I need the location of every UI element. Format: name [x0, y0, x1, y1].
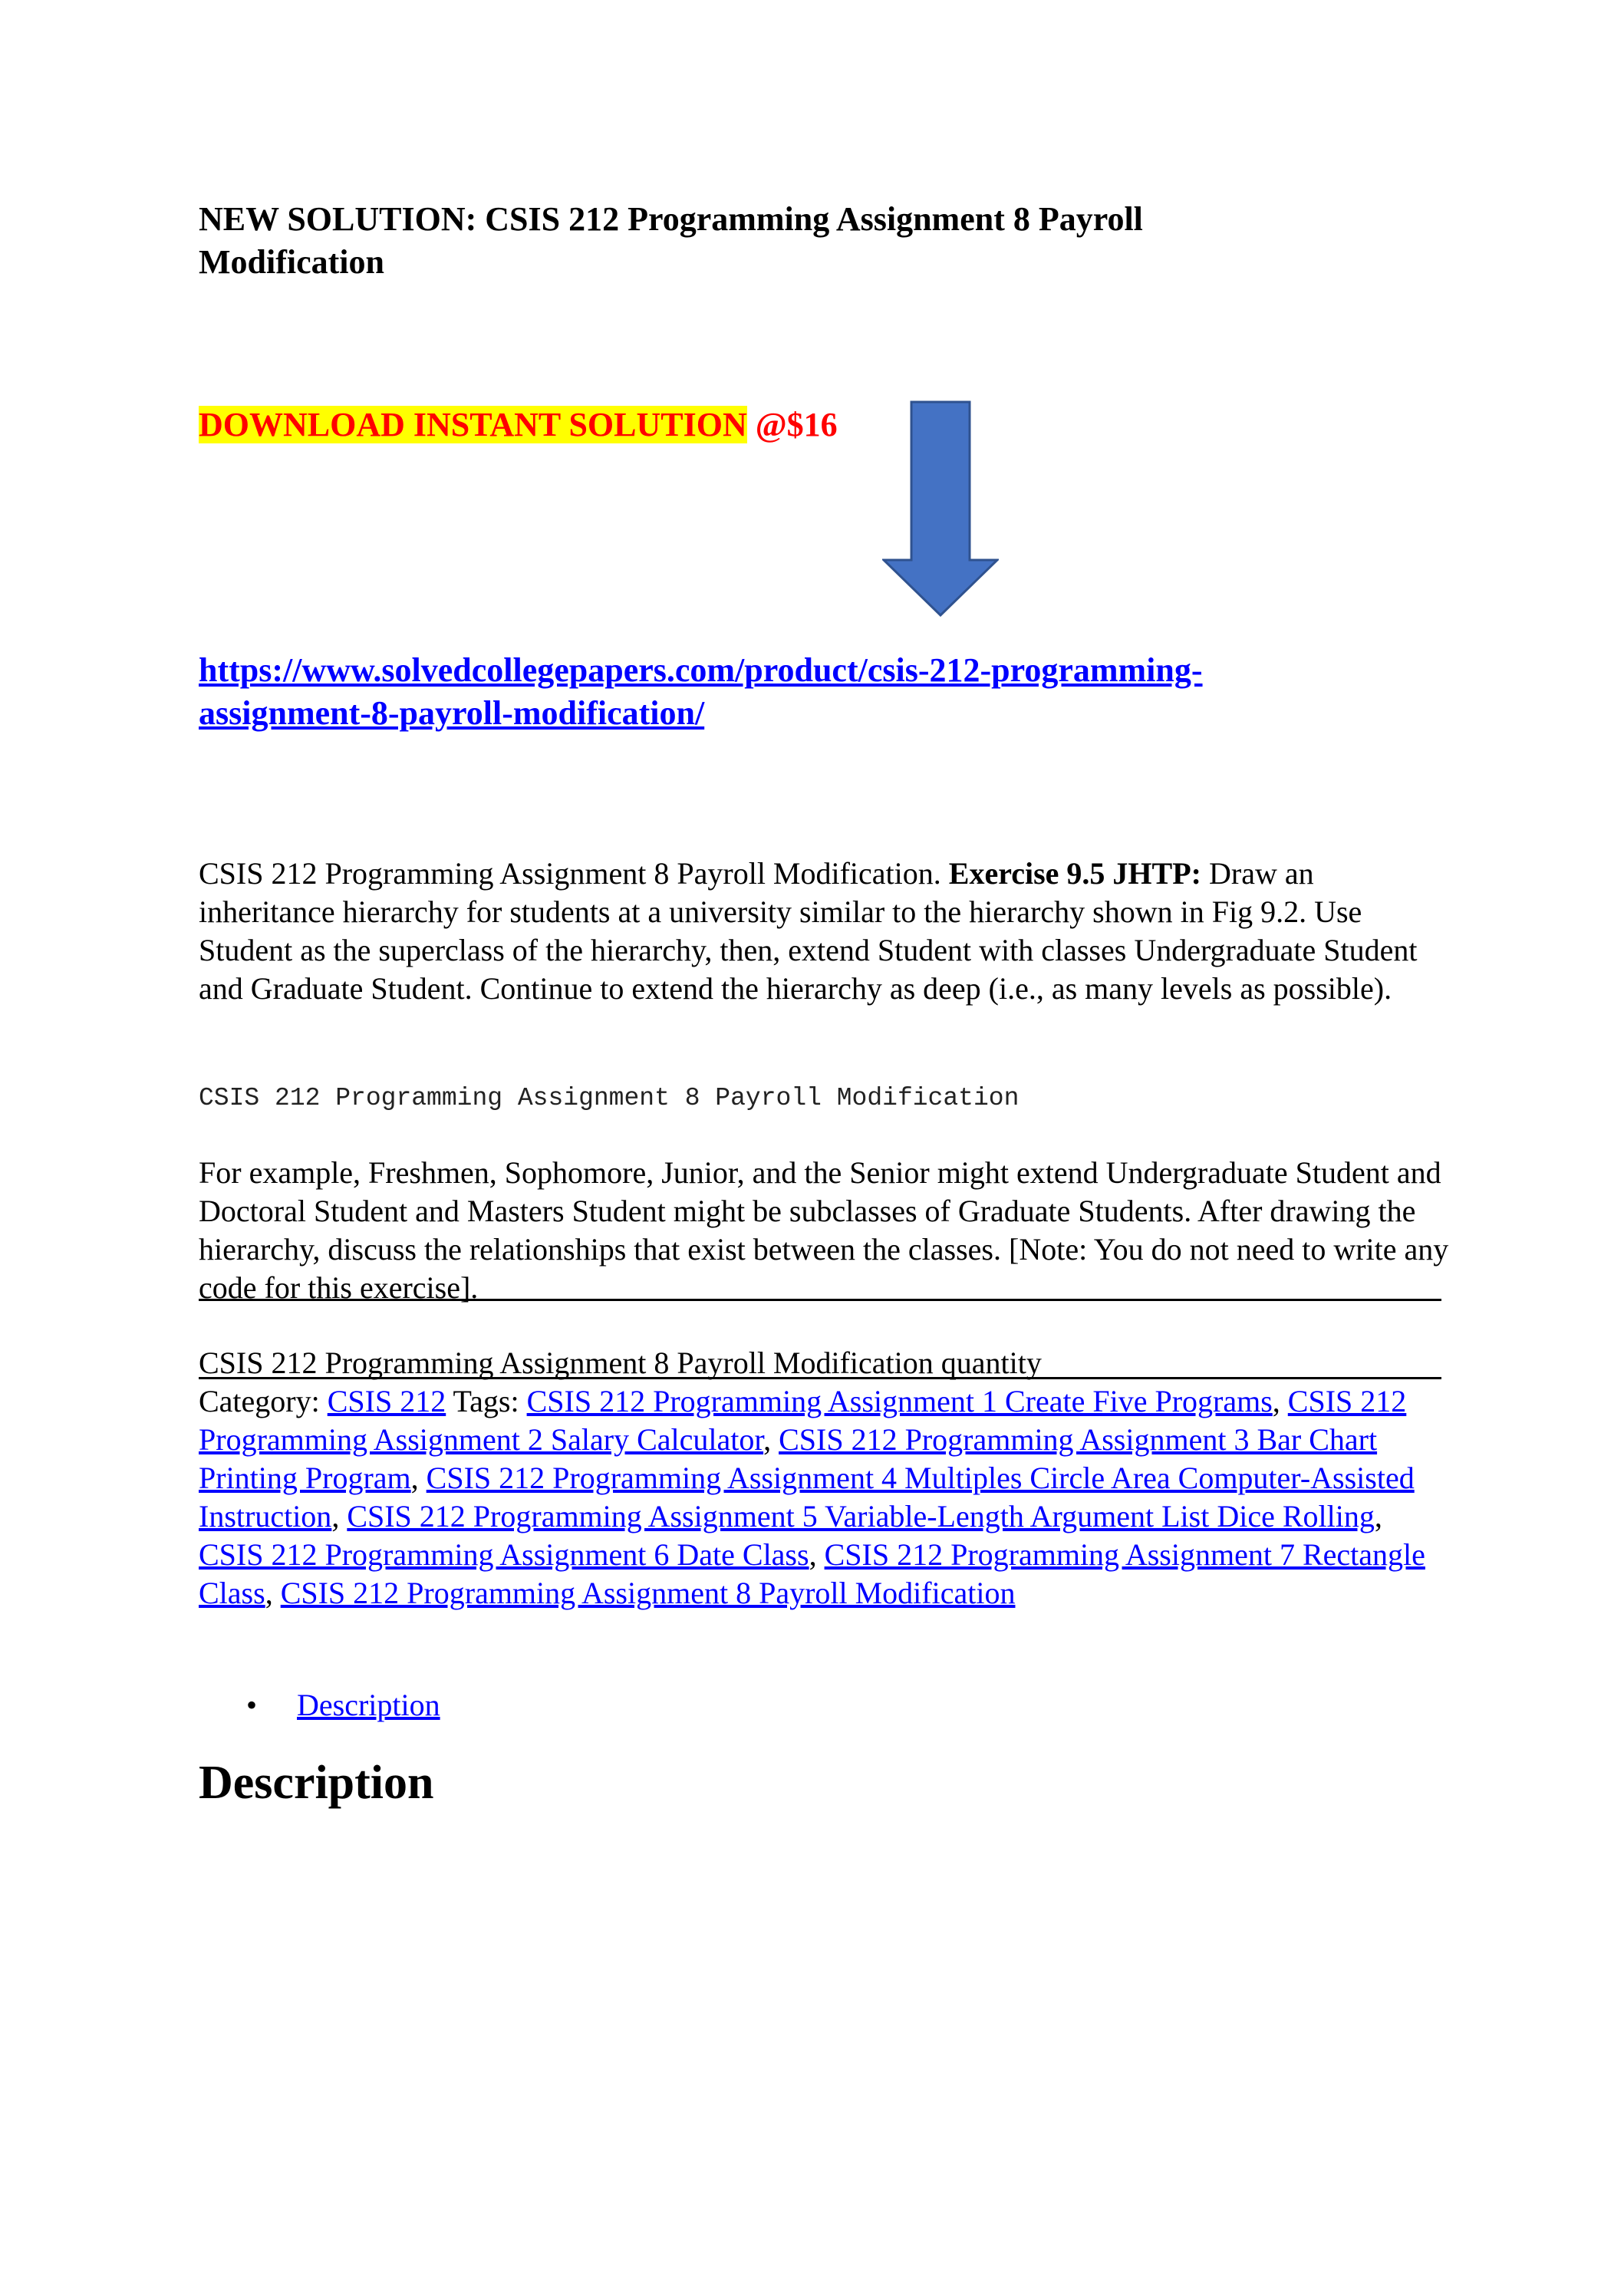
example-paragraph: For example, Freshmen, Sophomore, Junior, and the Senior might extend Undergraduate Student and Doctoral Student and Masters Student might be subclasses of Graduate Students. After drawing the hierarchy, discuss the relationships that exist between the classes. [Note: You do not need to write any code for this exercise]. [199, 1155, 1449, 1305]
tag-link[interactable]: CSIS 212 Programming Assignment 8 Payroll Modification [280, 1576, 1016, 1610]
tag-separator: , [763, 1422, 779, 1457]
tag-link[interactable]: CSIS 212 Programming Assignment 6 Date Class [199, 1537, 809, 1572]
tag-separator: , [265, 1576, 281, 1610]
page-title: NEW SOLUTION: CSIS 212 Programming Assignment 8 Payroll Modification [199, 200, 1143, 281]
category-link[interactable]: CSIS 212 [327, 1384, 446, 1418]
product-link[interactable] [199, 649, 1426, 735]
divider [199, 1299, 1441, 1301]
price-label: @$16 [746, 406, 838, 443]
down-arrow-icon [882, 400, 999, 617]
tag-separator: , [331, 1499, 348, 1533]
tag-separator: , [410, 1461, 427, 1495]
intro-paragraph [199, 855, 1449, 1008]
tag-separator: , [1374, 1499, 1382, 1533]
divider [199, 1377, 1441, 1379]
product-tabs [199, 1686, 440, 1724]
intro-rest: Draw an inheritance hierarchy for students at a university similar to the hierarchy shown in Fig 9.2. Use Student as the superclass of the hierarchy, then, extend Student with classes Undergraduate Student and Graduate Student. Continue to extend the hierarchy as deep (i.e., as many levels as possible). [199, 856, 1418, 1006]
category-label: Category: [199, 1384, 328, 1418]
tags-label: Tags: [446, 1384, 527, 1418]
down-arrow-shape [884, 402, 997, 615]
exercise-label: Exercise 9.5 JHTP: [948, 856, 1201, 891]
download-instant-solution-label: DOWNLOAD INSTANT SOLUTION [199, 406, 747, 443]
intro-lead: CSIS 212 Programming Assignment 8 Payroll Modification. [199, 856, 949, 891]
download-promo [199, 404, 838, 446]
code-line: CSIS 212 Programming Assignment 8 Payroll Modification [199, 1084, 1020, 1112]
tag-link[interactable]: CSIS 212 Programming Assignment 5 Variable-Length Argument List Dice Rolling [347, 1499, 1375, 1533]
description-heading: Description [199, 1757, 434, 1809]
tag-separator: , [1272, 1384, 1288, 1418]
quantity-label: CSIS 212 Programming Assignment 8 Payroll Modification quantity [199, 1346, 1042, 1380]
tag-link[interactable]: CSIS 212 Programming Assignment 4 Multiples Circle Area Computer-Assisted Instruction [199, 1461, 1415, 1533]
tag-link[interactable]: CSIS 212 Programming Assignment 1 Create Five Programs [526, 1384, 1273, 1418]
tag-separator: , [809, 1537, 825, 1572]
product-link-line-2: assignment-8-payroll-modification/ [199, 694, 705, 732]
product-meta [199, 1382, 1449, 1612]
product-link-line-1: https://www.solvedcollegepapers.com/product/csis-212-programming- [199, 651, 1203, 689]
tab-description-link[interactable]: Description [297, 1688, 440, 1722]
bullet-icon: • [246, 1688, 258, 1722]
tag-link[interactable]: CSIS 212 Programming Assignment 2 Salary Calculator [199, 1384, 1407, 1457]
tab-description[interactable] [199, 1686, 440, 1724]
tag-link[interactable]: CSIS 212 Programming Assignment 3 Bar Chart Printing Program [199, 1422, 1378, 1495]
tag-link[interactable]: CSIS 212 Programming Assignment 7 Rectangle Class [199, 1537, 1425, 1610]
